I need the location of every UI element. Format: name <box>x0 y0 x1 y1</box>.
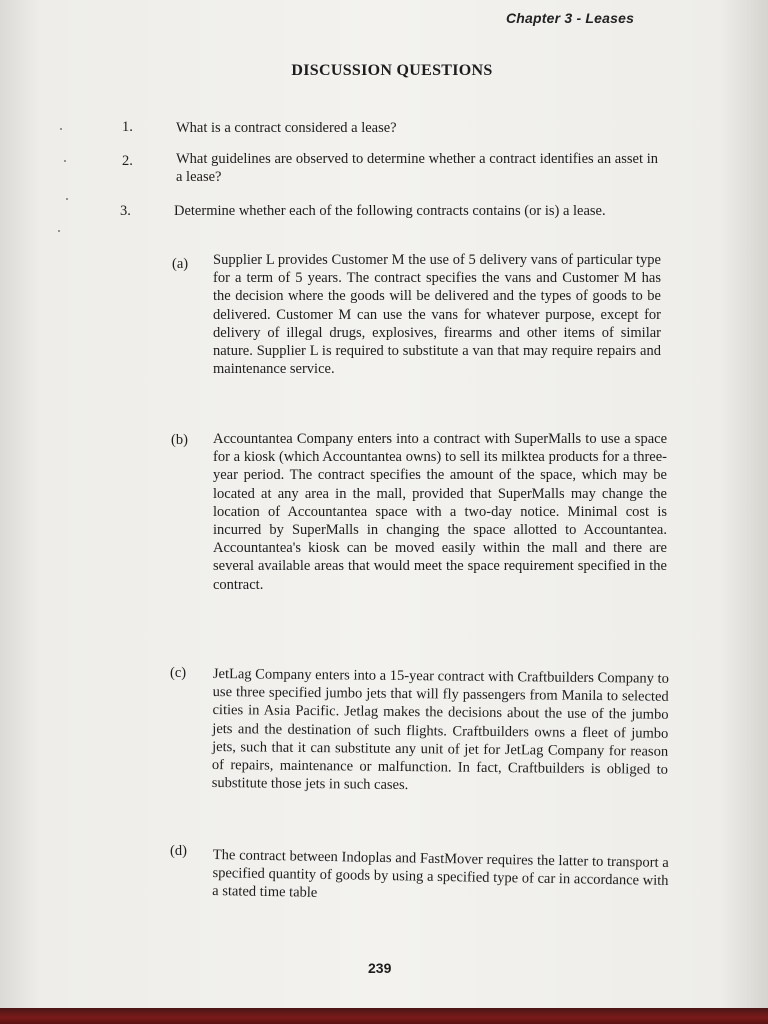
page-number: 239 <box>368 960 392 976</box>
bottom-edge-strip <box>0 1008 768 1024</box>
margin-speck <box>64 160 66 162</box>
margin-speck <box>58 230 60 232</box>
question-text: What is a contract considered a lease? <box>176 120 397 136</box>
item-letter: (c) <box>170 665 187 681</box>
question-number: 1. <box>122 119 133 135</box>
item-paragraph: JetLag Company enters into a 15-year contract with Craftbuilders Company to use three specified jumbo jets that will fly passengers from Manila to selected cities in Asia Pacific. Jetlag makes the decisions about the use of the jumbo jets and the destination of such flights. Craftbuilders owns a fleet of jumbo jets, such that it can substitute any unit of jet for JetLag Company for reason of repairs, maintenance or malfunction. In fact, Craftbuilders is obliged to substitute those jets in such cases. <box>211 665 669 794</box>
question-text: Determine whether each of the following contracts contains (or is) a lease. <box>174 203 606 219</box>
chapter-header: Chapter 3 - Leases <box>506 10 635 26</box>
item-paragraph: Accountantea Company enters into a contract with SuperMalls to use a space for a kiosk (which Accountantea owns) to sell its milktea products for a three-year period. The contract specifies the amount of the space, which may be located at any area in the mall, provided that SuperMalls may change the location of Accountantea space with a two-day notice. Minimal cost is incurred by SuperMalls in changing the space allotted to Accountantea. Accountantea's kiosk can be moved easily within the mall and there are several available areas that would meet the space requirement specified in the contract. <box>213 431 667 593</box>
margin-speck <box>60 128 62 130</box>
question-number: 3. <box>120 203 131 219</box>
item-letter: (b) <box>171 432 188 448</box>
margin-speck <box>66 198 68 200</box>
item-letter: (d) <box>170 843 187 859</box>
question-number: 2. <box>122 153 133 169</box>
item-paragraph: Supplier L provides Customer M the use of 5 delivery vans of particular type for a term of 5 years. The contract specifies the vans and Customer M has the decision where the goods will be delivered and the types of goods to be delivered. Customer M can use the vans for whatever purpose, except for delivery of illegal drugs, explosives, firearms and other items of similar nature. Supplier L is required to substitute a van that may require repairs and maintenance service. <box>213 252 661 378</box>
item-paragraph: The contract between Indoplas and FastMover requires the latter to transport a specified quantity of goods by using a specified type of car in accordance with a stated time table <box>212 846 669 902</box>
question-text: What guidelines are observed to determine whether a contract identifies an asset in a lease? <box>176 151 658 185</box>
page-title: DISCUSSION QUESTIONS <box>291 62 493 79</box>
item-letter: (a) <box>172 256 189 272</box>
